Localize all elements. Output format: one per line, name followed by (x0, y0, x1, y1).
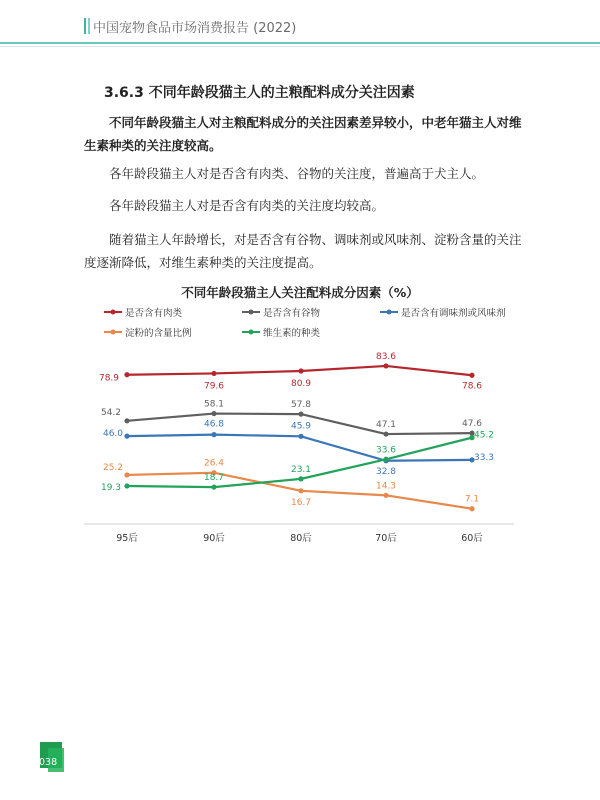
data-label: 78.6 (461, 381, 483, 392)
page-number: 038 (39, 757, 58, 768)
data-label: 47.1 (375, 420, 397, 431)
data-label: 33.3 (473, 452, 495, 463)
data-point (211, 484, 216, 489)
header-rule (0, 42, 600, 44)
legend-swatch-starch (104, 328, 122, 336)
report-title: 中国宠物食品市场消费报告 (2022) (93, 21, 297, 36)
data-point (211, 432, 216, 437)
line-chart (0, 340, 600, 560)
series-4 (101, 431, 494, 493)
data-point (298, 476, 303, 481)
legend-swatch-grain (242, 308, 260, 316)
data-label: 45.9 (290, 421, 312, 432)
data-label: 46.8 (203, 419, 225, 430)
legend-label-flavoring: 是否含有调味剂或风味剂 (401, 308, 506, 319)
section-title: 3.6.3 不同年龄段猫主人的主粮配料成分关注因素 (104, 85, 415, 101)
data-label: 58.1 (203, 399, 225, 410)
data-point (211, 371, 216, 376)
x-tick-label: 90后 (203, 533, 225, 544)
chart-legend (104, 305, 544, 341)
data-label: 16.7 (290, 497, 312, 508)
data-point (211, 411, 216, 416)
data-point (383, 457, 388, 462)
paragraph-3: 各年龄段猫主人对是否含有肉类的关注度均较高。 (109, 198, 385, 213)
data-point (124, 483, 129, 488)
data-label: 7.1 (464, 494, 480, 505)
data-point (124, 472, 129, 477)
data-label: 80.9 (290, 378, 312, 389)
paragraph-4: 随着猫主人年龄增长，对是否含有谷物、调味剂或风味剂、淀粉含量的关注度逐渐降低，对维生素种类的关注度提高。 (84, 232, 522, 270)
data-label: 32.8 (375, 466, 397, 477)
data-point (298, 412, 303, 417)
series-0 (99, 352, 482, 391)
legend-label-meat: 是否含有肉类 (125, 308, 183, 319)
data-label: 46.0 (102, 429, 124, 440)
legend-swatch-vitamin (242, 328, 260, 336)
data-label: 14.3 (375, 481, 397, 492)
data-label: 83.6 (375, 351, 397, 362)
header-accent-bar-light (88, 18, 90, 34)
data-label: 18.7 (203, 473, 225, 484)
legend-label-grain: 是否含有谷物 (263, 308, 321, 319)
data-label: 45.2 (473, 430, 495, 441)
data-label: 79.6 (203, 381, 225, 392)
page-header (0, 0, 600, 48)
data-point (383, 493, 388, 498)
data-point (298, 488, 303, 493)
data-point (383, 363, 388, 368)
legend-label-vitamin: 维生素的种类 (263, 328, 321, 339)
data-label: 33.6 (375, 445, 397, 456)
legend-swatch-meat (104, 308, 122, 316)
header-accent-bar (84, 18, 86, 34)
x-tick-label: 60后 (461, 533, 483, 544)
data-point (124, 434, 129, 439)
paragraph-2: 各年龄段猫主人对是否含有肉类、谷物的关注度，普遍高于犬主人。 (109, 166, 485, 181)
paragraph-summary: 不同年龄段猫主人对主粮配料成分的关注因素差异较小，中老年猫主人对维生素种类的关注度较高。 (84, 115, 522, 153)
data-label: 54.2 (100, 407, 122, 418)
x-tick-label: 80后 (290, 533, 312, 544)
chart-title: 不同年龄段猫主人关注配料成分因素（%） (181, 285, 419, 300)
x-tick-label: 95后 (116, 533, 138, 544)
header-rule-light (0, 46, 600, 47)
data-point (469, 506, 474, 511)
series-line-2 (127, 435, 472, 461)
legend-item-grain (242, 305, 320, 319)
data-label: 57.8 (290, 400, 312, 411)
x-tick-label: 70后 (375, 533, 397, 544)
legend-item-vitamin (242, 325, 320, 339)
legend-item-starch (104, 325, 192, 339)
data-point (298, 434, 303, 439)
data-point (124, 372, 129, 377)
data-label: 23.1 (290, 464, 312, 475)
data-point (383, 431, 388, 436)
data-label: 25.2 (102, 462, 124, 473)
data-point (298, 368, 303, 373)
data-label: 78.9 (98, 373, 120, 384)
legend-item-flavoring (380, 305, 506, 319)
legend-swatch-flavoring (380, 308, 398, 316)
data-label: 19.3 (100, 482, 122, 493)
data-label: 47.6 (461, 419, 483, 430)
data-label: 26.4 (203, 458, 225, 469)
data-point (469, 373, 474, 378)
legend-item-meat (104, 305, 182, 319)
data-point (124, 418, 129, 423)
legend-label-starch: 淀粉的含量比例 (125, 328, 192, 339)
